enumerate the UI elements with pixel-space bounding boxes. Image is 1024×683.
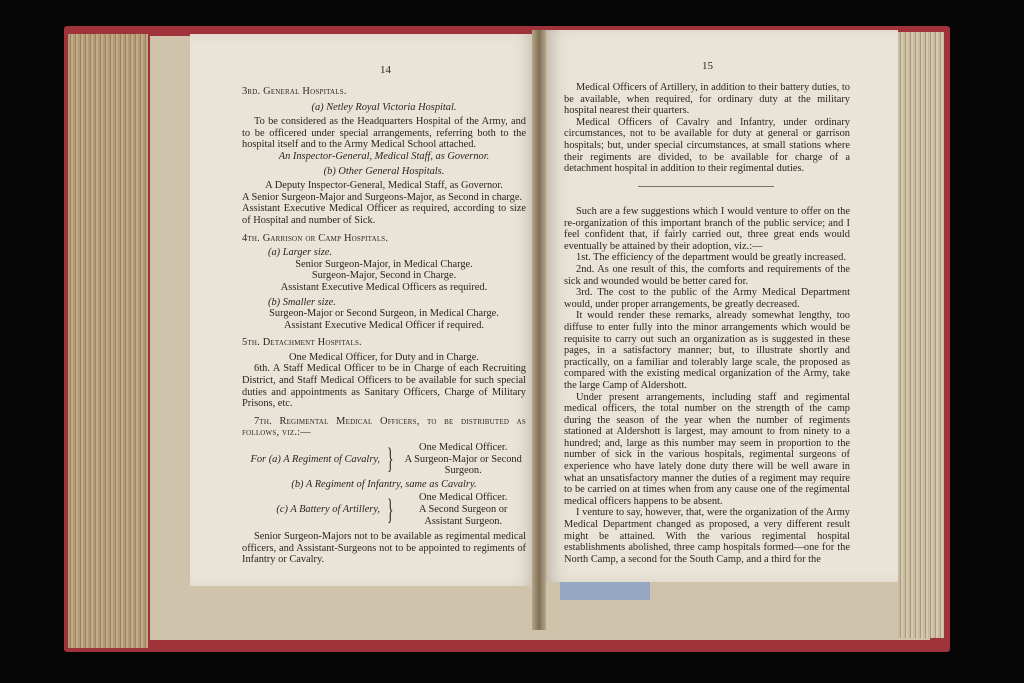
- paragraph: A Deputy Inspector-General, Medical Staff, as Governor.: [265, 180, 503, 192]
- artillery-label: (c) A Battery of Artillery,: [276, 504, 380, 515]
- section-rule: [638, 186, 774, 187]
- paragraph: Surgeon-Major or Second Surgeon, in Medical Charge.: [269, 308, 499, 320]
- cavalry-row: [242, 442, 526, 477]
- paragraph: Surgeon-Major, Second in Charge.: [311, 270, 457, 282]
- subheading: (a) Larger size.: [268, 247, 332, 259]
- paragraph: An Inspector-General, Medical Staff, as Governor.: [278, 150, 490, 162]
- repair-tape: [560, 582, 650, 600]
- right-page-text-2: [564, 206, 850, 565]
- heading: 4th. Garrison or Camp Hospitals.: [242, 232, 389, 244]
- paragraph: Medical Officers of Artillery, in addition to their battery duties, to be available, when required, for ordinary duty at the military hospital nearest their quarters.: [564, 82, 850, 117]
- subheading: (a) Netley Royal Victoria Hospital.: [311, 101, 457, 113]
- paragraph: It would render these remarks, already somewhat lengthy, too diffuse to enter fully into the minor arrangements which would be requisite to carry out such an organization as is suggested in these pages, in a satisfactory manner; but, to illustrate shortly and practically, on a familiar and tolerably large scale, the proposed as compared with the existing medical organization of the Army, take the large Camp of Aldershott.: [564, 310, 850, 391]
- artillery-details: [400, 492, 526, 527]
- right-page-text: [564, 82, 850, 175]
- paragraph: Such are a few suggestions which I would venture to offer on the re-organization of this important branch of the public service; and I feel confident that, if fairly carried out, three great ends would eventually be attained by their adoption, viz.:—: [564, 206, 850, 252]
- paragraph: Assistant Executive Medical Officer as required, according to size of Hospital and number of Sick.: [242, 203, 526, 226]
- paragraph: Under present arrangements, including staff and regimental medical officers, the total number on the strength of the camp during the season of the year when the number of regiments stationed at Aldershott is largest, may amount to from ninety to a hundred; and, large as this number may seem in proportion to the number of sick in the various hospitals, regimental surgeons of experience who have lately done duty there will be well aware in what an unsatisfactory manner the duties of a regiment may require to be carried on at times when from any cause one of the regimental medical officers happens to be absent.: [564, 391, 850, 507]
- page-number: 14: [380, 64, 391, 76]
- page-edges-right: [898, 32, 944, 638]
- paragraph: Assistant Executive Medical Officer if required.: [283, 319, 485, 331]
- cavalry-label: For (a) A Regiment of Cavalry,: [250, 453, 380, 465]
- page-edges-left: [68, 34, 148, 648]
- paragraph: 3rd. The cost to the public of the Army Medical Department would, under proper arrangements, be greatly decreased.: [564, 287, 850, 310]
- paragraph: One Medical Officer, for Duty and in Charge.: [289, 351, 479, 363]
- artillery-line: A Second Surgeon or Assistant Surgeon.: [418, 504, 508, 527]
- cavalry-line: One Medical Officer.: [419, 442, 508, 454]
- left-page-text: [242, 86, 526, 566]
- cavalry-line: A Surgeon-Major or Second Surgeon.: [404, 453, 522, 477]
- heading: 7th. Regimental Medical Officers, to be distributed as follows, viz.:—: [242, 415, 526, 439]
- paragraph: Senior Surgeon-Major, in Medical Charge.: [295, 258, 473, 270]
- paragraph: Assistant Executive Medical Officers as required.: [280, 281, 488, 293]
- brace: }: [386, 492, 394, 526]
- subheading: (b) Smaller size.: [268, 296, 336, 308]
- cavalry-details: [400, 442, 526, 477]
- artillery-row: [242, 492, 526, 527]
- artillery-line: One Medical Officer.: [419, 492, 508, 504]
- subheading: (b) Other General Hospitals.: [323, 165, 445, 177]
- paragraph: Medical Officers of Cavalry and Infantry, under ordinary circumstances, not to be available for duty at general or garrison hospitals; but, under special circumstances, at small stations where their regiments are divided, to be available for charge of a detachment hospital in addition to their regimental duties.: [564, 116, 850, 175]
- paragraph: I venture to say, however, that, were the organization of the Army Medical Department changed as proposed, a very different result might be attained. With the various regimental hospital establishments abolished, three camp hospitals formed—one for the North Camp, a second for the South Camp, and a third for the: [564, 507, 850, 565]
- paragraph: To be considered as the Headquarters Hospital of the Army, and to be officered under special arrangements, referring both to the hospital itself and to the Army Medical School attached.: [242, 116, 526, 151]
- page-number: 15: [702, 60, 713, 72]
- brace: }: [386, 442, 394, 476]
- paragraph: 2nd. As one result of this, the comforts and requirements of the sick and wounded would be better cared for.: [564, 263, 850, 287]
- paragraph: A Senior Surgeon-Major and Surgeons-Major, as Second in charge.: [242, 191, 523, 203]
- left-page: [190, 34, 540, 586]
- paragraph: 1st. The efficiency of the department would be greatly increased.: [576, 252, 846, 264]
- heading: 3rd. General Hospitals.: [242, 86, 347, 97]
- heading: 5th. Detachment Hospitals.: [242, 337, 362, 349]
- paragraph: Senior Surgeon-Majors not to be available as regimental medical officers, and Assistant-Surgeons not to be appointed to regiments of Infantry or Cavalry.: [242, 531, 526, 566]
- book-gutter: [532, 30, 546, 630]
- paragraph: (b) A Regiment of Infantry, same as Cavalry.: [291, 478, 477, 490]
- paragraph: 6th. A Staff Medical Officer to be in Charge of each Recruiting District, and Staff Medical Officers to be available for such special duties and appointments as Sanitary Officers, Charge of Military Prisons, etc.: [242, 363, 526, 410]
- right-page: [542, 30, 898, 582]
